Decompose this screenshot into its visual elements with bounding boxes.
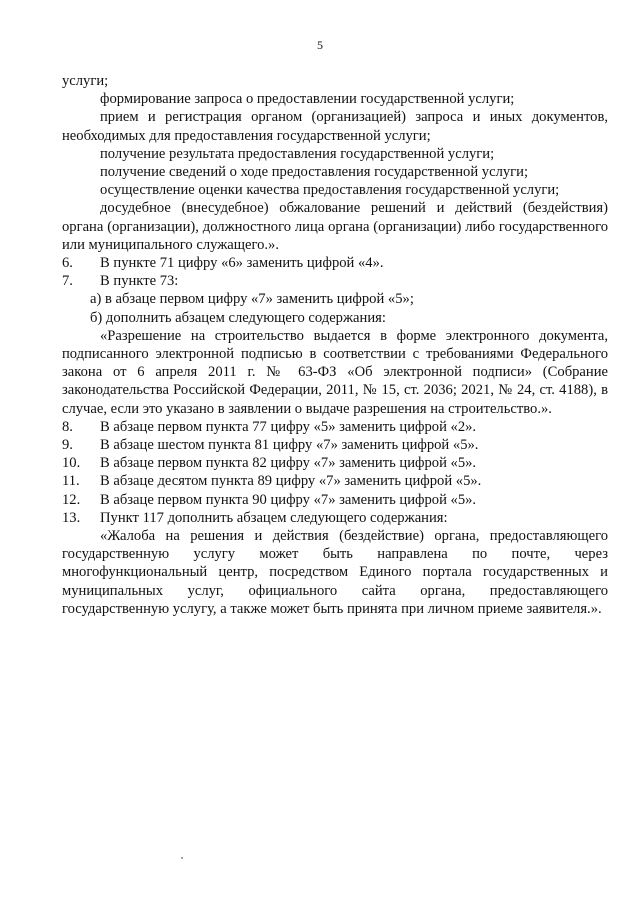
list-item (62, 472, 608, 490)
text-line: услуги; (62, 73, 109, 89)
text-line: прием и регистрация органом (организацией) запроса и иных документов, необходимых для предоставления государственной услуги; (62, 109, 608, 144)
scan-speck (181, 857, 183, 859)
item-number: 6. (62, 255, 73, 272)
list-item (62, 509, 608, 527)
item-text: В абзаце первом пункта 82 цифру «7» заменить цифрой «5». (100, 455, 477, 472)
document-body (62, 72, 608, 618)
list-item (62, 454, 608, 472)
item-text: В абзаце десятом пункта 89 цифру «7» заменить цифрой «5». (100, 473, 482, 490)
list-item (62, 491, 608, 509)
quoted-paragraph: «Жалоба на решения и действия (бездействие) органа, предоставляющего государственную услугу может быть направлена по почте, через многофункциональный центр, посредством Единого портала государственных и муниципальных услуг, официального сайта органа, предоставляющего государственную услугу, а также может быть принята при личном приеме заявителя.». (62, 528, 608, 617)
item-number: 9. (62, 437, 73, 454)
item-number: 13. (62, 509, 81, 526)
page-number: 5 (317, 38, 323, 52)
text-line: формирование запроса о предоставлении государственной услуги; (100, 91, 515, 108)
item-text: В абзаце шестом пункта 81 цифру «7» заменить цифрой «5». (100, 437, 479, 454)
list-item (62, 436, 608, 454)
item-text: В абзаце первом пункта 77 цифру «5» заменить цифрой «2». (100, 418, 477, 435)
text-line: досудебное (внесудебное) обжалование решений и действий (бездействия) органа (организации), должностного лица органа (организации) либо государственного или муниципального служащего.». (62, 200, 608, 253)
text-line: получение сведений о ходе предоставления государственной услуги; (100, 164, 529, 181)
item-text: В пункте 73: (100, 273, 179, 290)
item-number: 12. (62, 491, 81, 508)
item-number: 11. (62, 473, 80, 490)
item-text: В абзаце первом пункта 90 цифру «7» заменить цифрой «5». (100, 491, 477, 508)
item-number: 7. (62, 273, 73, 290)
quoted-paragraph: «Разрешение на строительство выдается в форме электронного документа, подписанного электронной подписью в соответствии с требованиями Федерального закона от 6 апреля 2011 г. № 63-ФЗ «Об электронной подписи» (Собрание законодательства Российской Федерации, 2011, № 15, ст. 2036; 2021, № 24, ст. 4188), в случае, если это указано в заявлении о выдаче разрешения на строительство.». (62, 327, 608, 417)
list-item (62, 254, 608, 272)
text-line: осуществление оценки качества предоставления государственной услуги; (100, 182, 560, 199)
sub-item: б) дополнить абзацем следующего содержания: (90, 309, 386, 326)
item-text: В пункте 71 цифру «6» заменить цифрой «4». (100, 255, 384, 272)
item-number: 10. (62, 455, 81, 472)
list-item (62, 418, 608, 436)
list-item (62, 272, 608, 290)
item-number: 8. (62, 418, 73, 435)
item-text: Пункт 117 дополнить абзацем следующего содержания: (100, 509, 448, 526)
sub-item: а) в абзаце первом цифру «7» заменить цифрой «5»; (90, 291, 414, 308)
text-line: получение результата предоставления государственной услуги; (100, 145, 495, 162)
